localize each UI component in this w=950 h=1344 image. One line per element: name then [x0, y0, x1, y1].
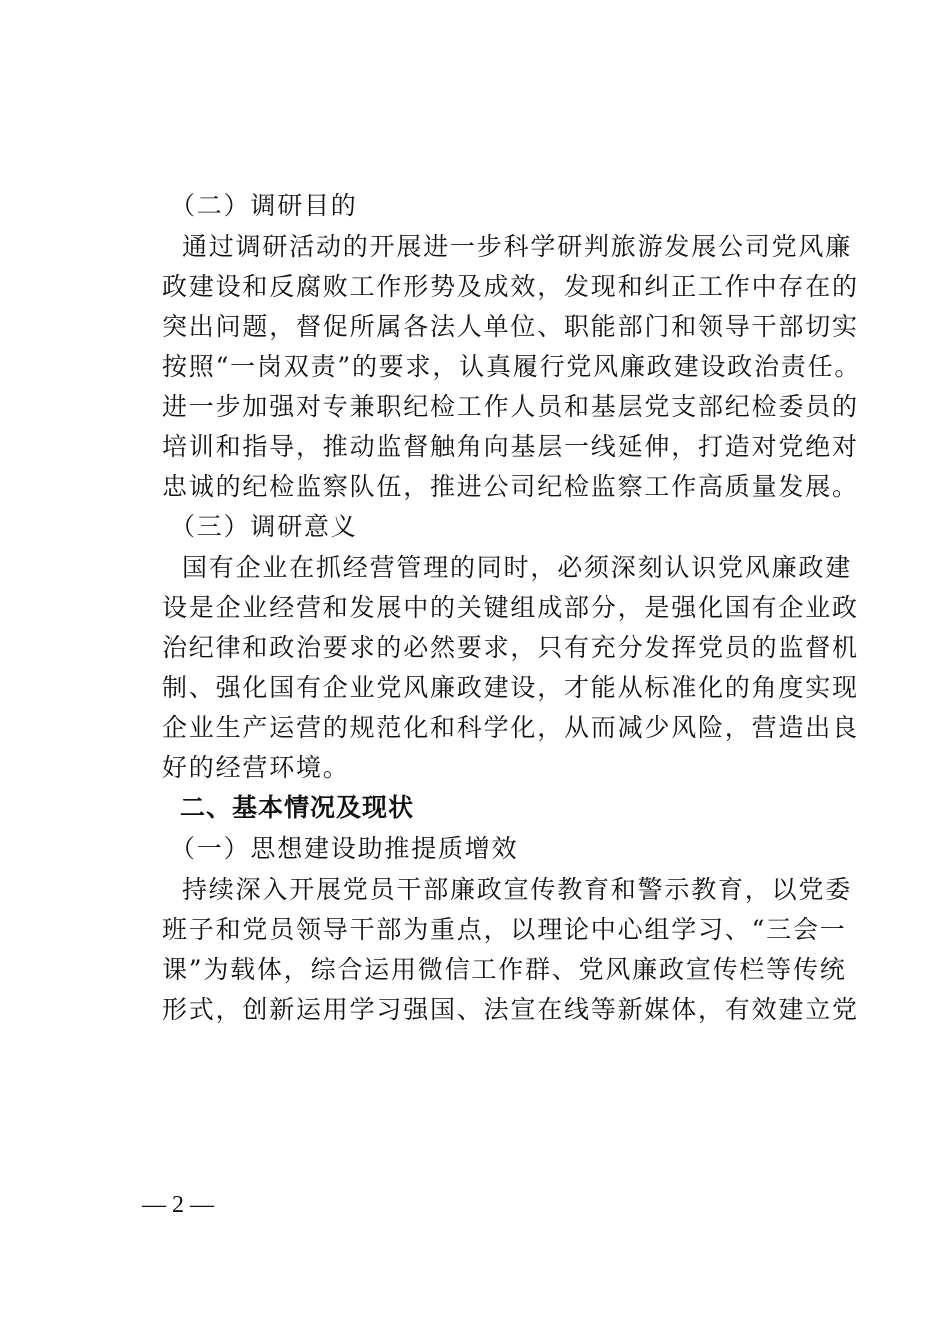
text-line: 按照“一岗双责”的要求，认真履行党风廉政建设政治责任。 [162, 352, 862, 381]
document-body [162, 186, 862, 1030]
text-line: 企业生产运营的规范化和科学化，从而减少风险，营造出良 [162, 713, 859, 742]
text-line: 设是企业经营和发展中的关键组成部分，是强化国有企业政 [162, 593, 859, 622]
text-line: 形式，创新运用学习强国、法宣在线等新媒体，有效建立党 [162, 995, 859, 1024]
paragraph-purpose [162, 227, 862, 507]
text-line: 政建设和反腐败工作形势及成效，发现和纠正工作中存在的 [162, 272, 859, 301]
text-line: 课”为载体，综合运用微信工作群、党风廉政宣传栏等传统 [162, 955, 847, 984]
paragraph-ideology [162, 870, 859, 1030]
text-line: 国有企业在抓经营管理的同时，必须深刻认识党风廉政建 [182, 553, 853, 582]
text-line: 好的经营环境。 [162, 753, 350, 782]
section-heading-purpose: （二）调研目的 [170, 191, 358, 220]
text-line: 持续深入开展党员干部廉政宣传教育和警示教育，以党委 [182, 875, 853, 904]
text-line: 治纪律和政治要求的必然要求，只有充分发挥党员的监督机 [162, 633, 859, 662]
text-line: 班子和党员领导干部为重点，以理论中心组学习、“三会一 [162, 915, 847, 944]
text-line: 培训和指导，推动监督触角向基层一线延伸，打造对党绝对 [162, 432, 859, 461]
text-line: 通过调研活动的开展进一步科学研判旅游发展公司党风廉 [182, 232, 853, 261]
text-line: 制、强化国有企业党风廉政建设，才能从标准化的角度实现 [162, 673, 859, 702]
section-heading-significance: （三）调研意义 [170, 512, 358, 541]
section-heading-basic: 二、基本情况及现状 [180, 793, 415, 822]
paragraph-significance [162, 548, 859, 788]
section-heading-ideology: （一）思想建设助推提质增效 [170, 834, 519, 863]
text-line: 忠诚的纪检监察队伍，推进公司纪检监察工作高质量发展。 [162, 472, 859, 501]
text-line: 突出问题，督促所属各法人单位、职能部门和领导干部切实 [162, 312, 859, 341]
text-line: 进一步加强对专兼职纪检工作人员和基层党支部纪检委员的 [162, 392, 859, 421]
page-number: — 2 — [142, 1192, 214, 1218]
